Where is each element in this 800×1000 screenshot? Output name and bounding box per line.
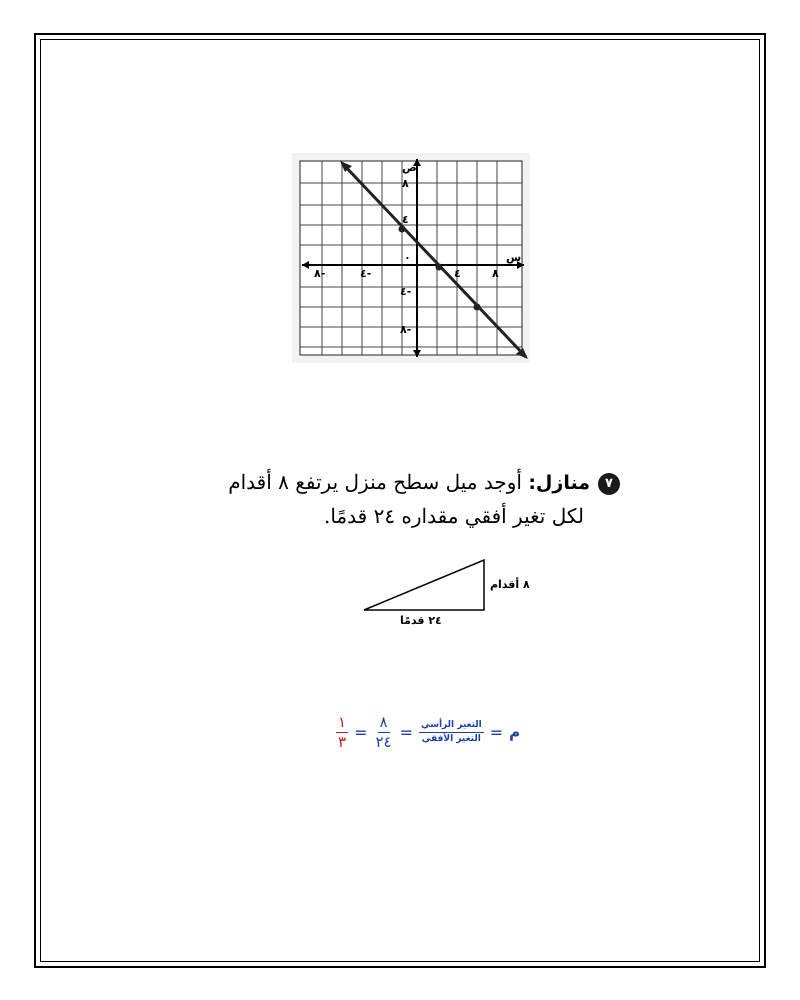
y-tick-label: ٤	[402, 213, 409, 226]
y-tick-label: ٨	[402, 177, 409, 190]
y-tick-label: ٨-	[400, 323, 412, 336]
coordinate-graph	[292, 153, 530, 363]
triangle-svg	[360, 552, 560, 642]
triangle-height-label: ٨ أقدام	[490, 578, 530, 591]
question-number-badge: ٧	[598, 473, 620, 495]
question-text-1: أوجد ميل سطح منزل يرتفع ٨ أقدام	[228, 470, 522, 494]
question-label: منازل:	[528, 472, 590, 494]
roof-triangle-figure	[360, 552, 560, 642]
x-tick-label: ٨	[492, 267, 499, 280]
x-tick-label: ٤	[454, 267, 461, 280]
rise-word: التغير الرأسي	[419, 721, 484, 733]
question-block	[200, 466, 620, 533]
equals-sign: =	[399, 722, 413, 742]
y-tick-label: ٤-	[400, 285, 412, 298]
roof-triangle	[364, 560, 484, 610]
question-text-2: لكل تغير أفقي مقداره ٢٤ قدمًا.	[323, 504, 584, 528]
line-point	[474, 304, 481, 311]
fraction-denominator: ٢٤	[375, 732, 392, 751]
numeric-fraction	[373, 712, 393, 751]
x-tick-label: ٤-	[360, 267, 372, 280]
slope-formula	[334, 712, 520, 752]
x-axis-label: س	[506, 251, 522, 264]
line-point	[399, 226, 406, 233]
question-line-2	[200, 500, 620, 533]
triangle-base-label: ٢٤ قدمًا	[400, 614, 442, 627]
graph-svg	[292, 153, 530, 363]
slope-symbol: م	[509, 723, 521, 741]
result-numerator: ١	[338, 712, 347, 731]
result-denominator: ٣	[338, 732, 347, 751]
y-axis-label: ص	[402, 161, 417, 174]
fraction-numerator: ٨	[379, 712, 388, 731]
origin-label: ٠	[404, 251, 411, 264]
equals-sign: =	[489, 722, 504, 742]
x-tick-label: ٨-	[314, 267, 326, 280]
question-line-1	[200, 466, 620, 500]
run-word: التغير الأفقي	[421, 733, 481, 744]
rise-over-run-fraction	[419, 721, 484, 744]
result-fraction	[336, 712, 348, 751]
line-point	[436, 264, 443, 271]
equals-sign: =	[354, 722, 368, 742]
